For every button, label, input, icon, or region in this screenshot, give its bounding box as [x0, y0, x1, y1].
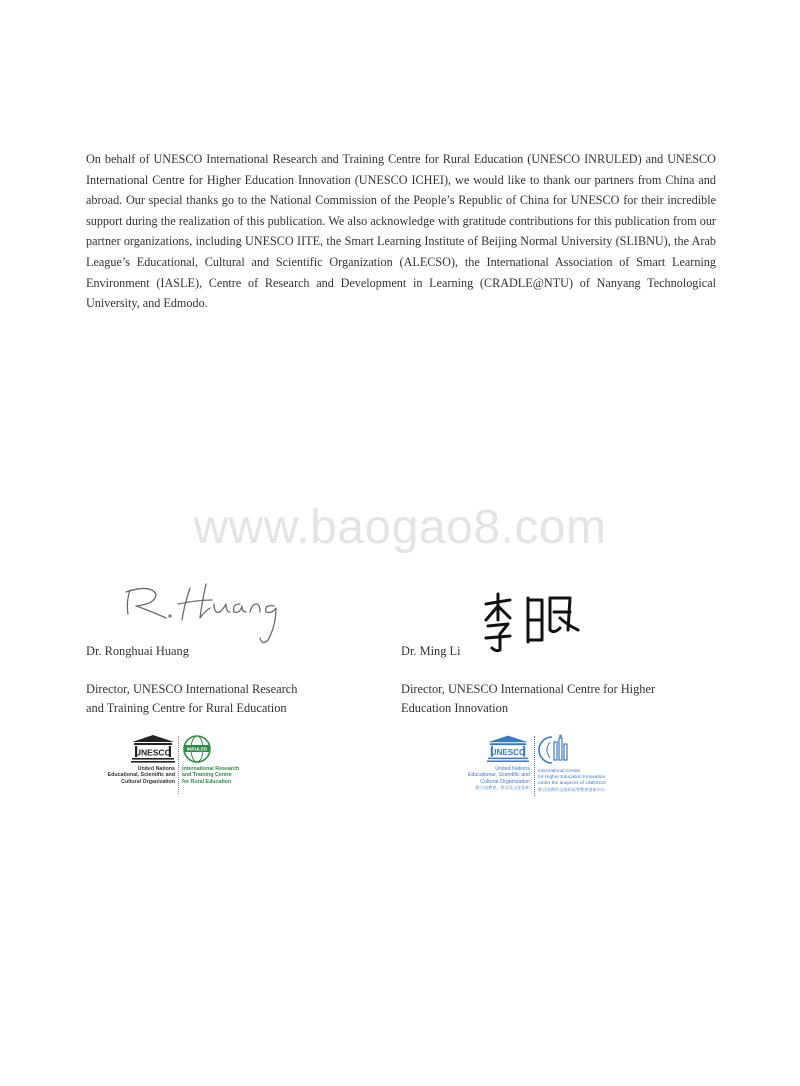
centre-line: for Higher Education Innovation [538, 775, 606, 780]
signatory-name-huang: Dr. Ronghuai Huang [86, 644, 189, 658]
un-line: Cultural Organization [121, 778, 175, 785]
centre-line: for Rural Education [182, 778, 232, 785]
centre-line: International Centre [538, 769, 581, 774]
un-line-cn: 联合国教育、科学及文化组织 [475, 785, 530, 791]
watermark: www.baogao8.com [193, 501, 607, 554]
centre-line: and Training Centre [182, 772, 232, 779]
un-caption [458, 766, 530, 792]
unesco-word: UNESCO [490, 748, 526, 758]
signatory-name-li: Dr. Ming Li [401, 644, 461, 658]
unesco-temple-icon [486, 734, 530, 764]
inruled-globe-icon [182, 734, 212, 764]
signatory-title-huang [86, 680, 297, 718]
acknowledgement-paragraph: On behalf of UNESCO International Research and Training Centre for Rural Education (UNESCO INRULED) and UNESCO International Centre for Higher Education Innovation (UNESCO ICHEI), we would like to thank our partners from China and abroad. Our special thanks go to the National Commission of the People’s Republic of China for UNESCO for their incredible support during the realization of this publication. We also acknowledge with gratitude contributions for this publication from our partner organizations, including UNESCO IITE, the Smart Learning Institute of Beijing Normal University (SLIBNU), the Arab League’s Educational, Cultural and Scientific Organization (ALECSO), the International Association of Smart Learning Environment (IASLE), Centre of Research and Development in Learning (CRADLE@NTU) of Nanyang Technological University, and Edmodo. [86, 152, 716, 311]
ichei-caption [538, 769, 606, 793]
signature-li [480, 590, 584, 656]
centre-line-cn: 联合国教科文组织高等教育创新中心 [538, 787, 606, 792]
ichei-globe-icon [538, 734, 572, 766]
centre-line: International Research [182, 766, 240, 772]
centre-line: under the auspices of UNESCO [538, 781, 606, 786]
title-line: Director, UNESCO International Centre for Higher [401, 682, 656, 696]
unesco-word: UNESCO [134, 747, 172, 758]
unesco-temple-icon [130, 734, 176, 764]
title-line: Education Innovation [401, 701, 509, 715]
un-line: Educational, Scientific and [467, 772, 530, 779]
un-line: Educational, Scientific and [107, 772, 175, 779]
un-caption [96, 766, 175, 785]
logo-divider [178, 736, 179, 794]
logo-unesco-ichei [458, 734, 618, 800]
un-line: United Nations [137, 766, 175, 772]
title-line: Director, UNESCO International Research [86, 682, 298, 696]
logo-unesco-inruled [96, 734, 256, 796]
inruled-badge: INRULED [186, 746, 208, 752]
un-line: United Nations [495, 766, 530, 772]
signatory-title-li [401, 680, 655, 718]
inruled-caption [182, 766, 239, 785]
title-line: and Training Centre for Rural Education [86, 701, 287, 715]
un-line: Cultural Organization [480, 778, 530, 785]
logo-divider [534, 736, 535, 796]
signature-huang [122, 578, 292, 648]
